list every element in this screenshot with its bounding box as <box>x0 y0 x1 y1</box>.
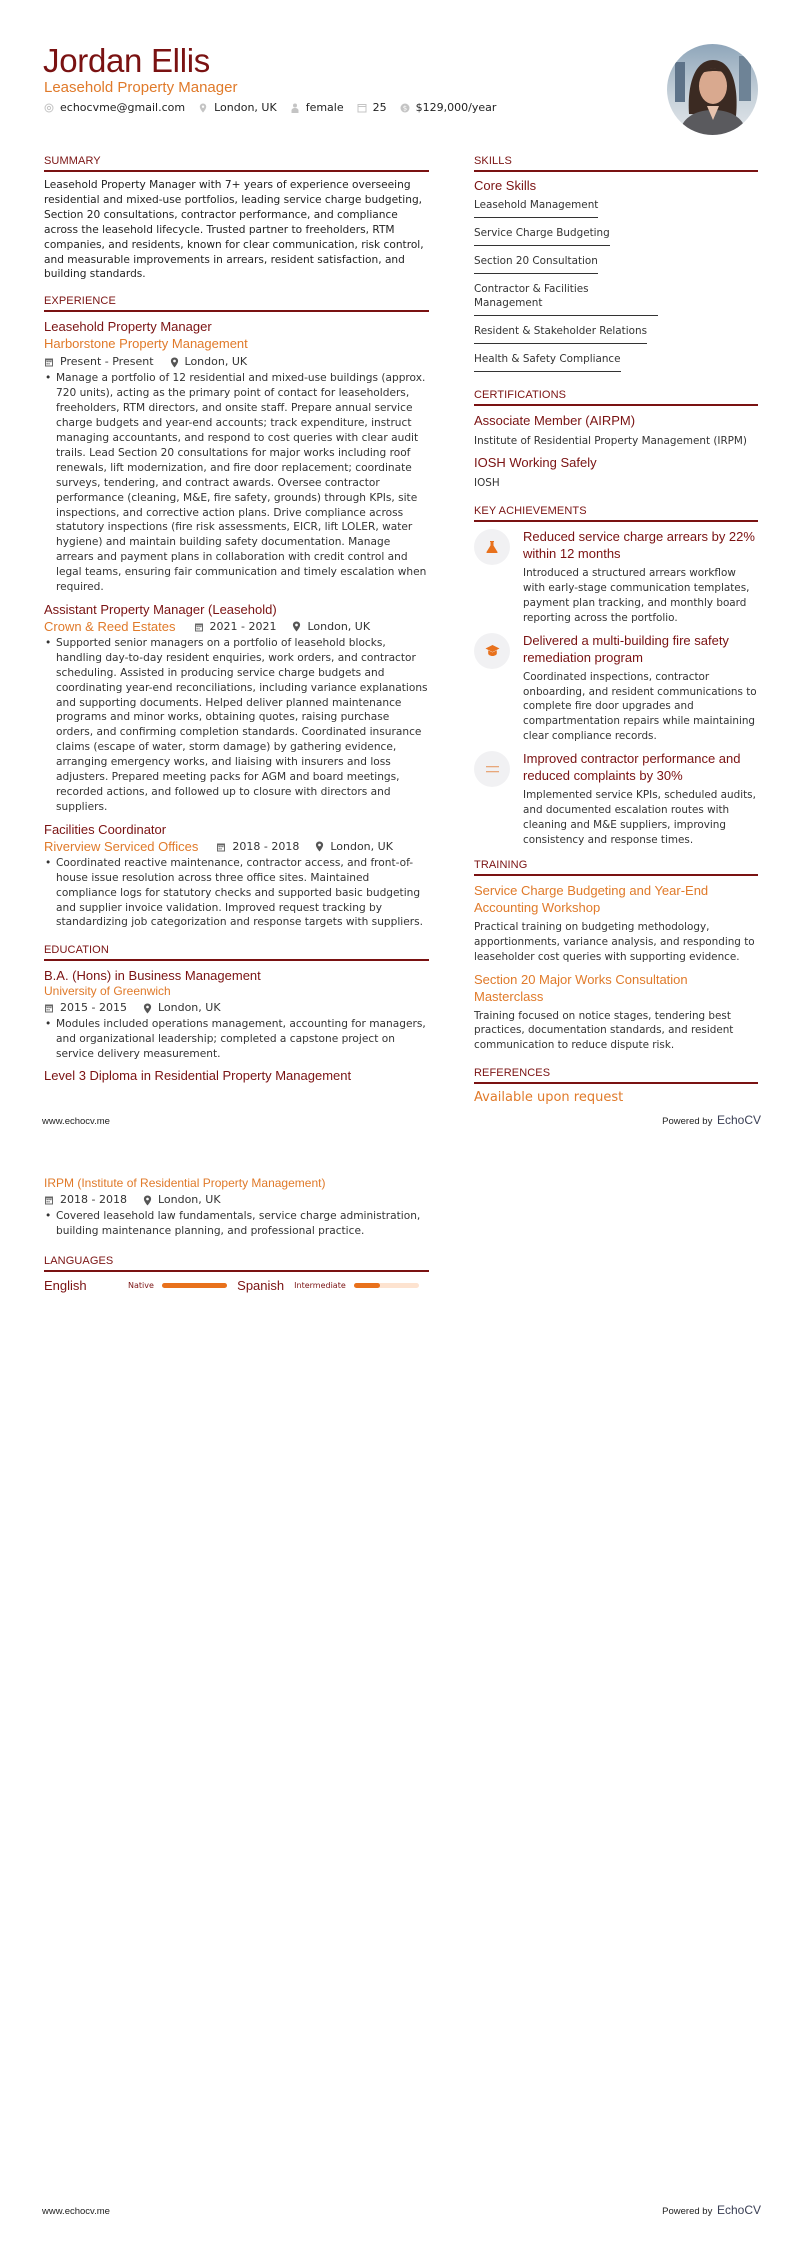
school-name: University of Greenwich <box>44 984 171 999</box>
person-icon <box>290 103 300 113</box>
job-bullets <box>44 856 429 931</box>
map-pin-icon <box>292 621 301 632</box>
experience-item <box>44 821 429 931</box>
calendar-icon <box>216 842 226 852</box>
contact-location <box>198 101 277 114</box>
education-item-continued <box>44 1176 429 1239</box>
skill-tag: Resident & Stakeholder Relations <box>474 322 647 344</box>
at-icon <box>44 103 54 113</box>
achievements-title: KEY ACHIEVEMENTS <box>474 505 758 522</box>
experience-title: EXPERIENCE <box>44 295 429 312</box>
training-item <box>474 882 758 965</box>
job-bullet: • Manage a portfolio of 12 residential and mixed-use buildings (approx. 720 units), acting as the primary point of contact for leaseholders, freeholders, RTM directors, and onsite staff. Prepare annual service charge budgets and year-end accounts; track expenditure, instruct managing accountants, and respond to cost queries with clear audit trails. Lead Section 20 consultations for major works including roof renewals, lift modernization, and fire door replacement; coordinate surveys, tendering, and contract awards. Oversee contractor performance (cleaning, M&E, fire safety, grounds) through KPIs, site inspections, and corrective action plans. Drive compliance across statutory inspections (fire risk assessments, EICR, lift LOLER, water hygiene) and maintain building safety documentation. Manage arrears and payment plans in collaboration with credit control and legal teams, ensuring fair communication and timely escalation when required. <box>44 371 429 595</box>
skill-tag: Service Charge Budgeting <box>474 224 610 246</box>
language-proficiency-bar <box>162 1283 227 1288</box>
resume-page-2 <box>0 1134 794 2246</box>
job-bullet: • Coordinated reactive maintenance, contractor access, and front-of-house issue resolution across three office sites. Maintained compliance logs for statutory checks and supported basic budgeting and supplier invoice validation. Improved request tracking by standardizing job categorization and response targets with suppliers. <box>44 856 429 931</box>
experience-item <box>44 318 429 595</box>
achievement-desc: Introduced a structured arrears workflow with early-stage communication templates, payment plan tracking, and monthly board reporting across the portfolio. <box>523 567 750 624</box>
footer-site-link[interactable]: www.echocv.me <box>42 2206 110 2217</box>
candidate-role: Leasehold Property Manager <box>44 79 238 96</box>
calendar-icon <box>44 1003 54 1013</box>
education-item <box>44 967 429 1062</box>
training-desc: Training focused on notice stages, tendering best practices, documentation standards, and resident communication to reduce dispute risk. <box>474 1009 734 1052</box>
language-proficiency-fill <box>354 1283 380 1288</box>
footer-site-link[interactable]: www.echocv.me <box>42 1116 110 1127</box>
education-location: London, UK <box>157 1001 221 1015</box>
certifications-title: CERTIFICATIONS <box>474 389 758 406</box>
skills-title: SKILLS <box>474 155 758 172</box>
contact-bar <box>44 101 509 114</box>
job-dates: Present - Present <box>60 355 154 369</box>
map-pin-icon <box>143 1003 152 1014</box>
language-level: Intermediate <box>294 1280 346 1290</box>
job-location: London, UK <box>330 839 393 853</box>
job-title: Assistant Property Manager (Leasehold) <box>44 601 277 617</box>
job-meta <box>44 353 429 371</box>
achievement-title: Delivered a multi-building fire safety remediation program <box>523 632 729 665</box>
degree-name: B.A. (Hons) in Business Management <box>44 968 261 984</box>
job-bullet: • Supported senior managers on a portfolio of leasehold blocks, handling day-to-day resident enquiries, work orders, and contractor scheduling. Assisted in producing service charge budgets and coordinating year-end reconciliations, including variance explanations and supporting documents. Helped deliver planned maintenance programs and minor works, obtaining quotes, raising purchase orders, and confirming completion standards. Coordinated insurance claims (escape of water, storm damage) by gathering evidence, arranging emergency works, and liaising with insurers and loss adjusters. Prepared meeting packs for AGM and board meetings, recorded actions, and followed up to closure with directors and suppliers. <box>44 636 429 815</box>
calendar-icon <box>194 622 204 632</box>
summary-section <box>44 155 429 282</box>
language-name: English <box>44 1277 87 1293</box>
skills-list <box>474 196 758 378</box>
education-section <box>44 944 429 1084</box>
company-name: Crown & Reed Estates <box>44 618 176 634</box>
achievement-title: Reduced service charge arrears by 22% within 12 months <box>523 529 755 561</box>
degree-name: Level 3 Diploma in Residential Property Management <box>44 1068 352 1084</box>
email-text: echocvme@gmail.com <box>60 101 186 114</box>
left-column-continued <box>44 1176 429 1293</box>
achievement-icon-badge <box>474 633 510 669</box>
skill-tag: Leasehold Management <box>474 196 598 218</box>
education-item <box>44 1067 429 1084</box>
achievement-desc: Implemented service KPIs, scheduled audits, and documented escalation routes with cleaning and M&E suppliers, improving consistency and response times. <box>523 789 756 846</box>
contact-age <box>357 101 387 114</box>
achievement-item <box>474 750 758 848</box>
svg-text:$: $ <box>402 104 407 112</box>
job-meta <box>216 838 409 856</box>
education-location: London, UK <box>157 1193 221 1206</box>
certification-issuer: IOSH <box>474 477 500 489</box>
languages-section <box>44 1255 429 1293</box>
job-bullets <box>44 371 429 595</box>
job-bullets <box>44 636 429 815</box>
calendar-icon <box>44 357 54 367</box>
map-pin-icon <box>315 841 324 852</box>
calendar-icon <box>44 1195 54 1205</box>
skills-group-title: Core Skills <box>474 178 537 193</box>
skills-section <box>474 155 758 378</box>
job-dates: 2021 - 2021 <box>209 619 277 633</box>
map-pin-icon <box>198 103 208 113</box>
experience-section <box>44 295 429 930</box>
job-meta <box>194 618 387 636</box>
training-item <box>474 971 758 1054</box>
education-bullet: • Modules included operations management, accounting for managers, and organizational leadership; completed a capstone project on service delivery measurement. <box>44 1017 429 1062</box>
experience-item <box>44 601 429 815</box>
skill-tag: Section 20 Consultation <box>474 252 598 274</box>
footer-powered-by[interactable] <box>662 2203 761 2217</box>
education-bullet: • Covered leasehold law fundamentals, service charge administration, building maintenance planning, and professional practice. <box>44 1209 429 1239</box>
footer-powered-by[interactable] <box>662 1113 761 1127</box>
graduation-cap-icon <box>485 644 500 657</box>
contact-gender <box>290 101 344 114</box>
certification-issuer: Institute of Residential Property Management (IRPM) <box>474 435 747 447</box>
language-proficiency-fill <box>162 1283 227 1288</box>
salary-text: $129,000/year <box>415 101 497 114</box>
achievement-desc: Coordinated inspections, contractor onboarding, and resident communications to complete fire door upgrades and compartmentation repairs while maintaining clear compliance records. <box>523 670 757 743</box>
right-column <box>474 155 758 1105</box>
achievement-item <box>474 632 758 745</box>
education-bullets <box>44 1017 429 1062</box>
language-name: Spanish <box>237 1277 285 1293</box>
brand-name: EchoCV <box>716 2203 761 2217</box>
achievements-section <box>474 505 758 848</box>
equals-icon <box>486 765 499 774</box>
candidate-name: Jordan Ellis <box>43 42 210 79</box>
achievement-icon-badge <box>474 751 510 787</box>
calendar-icon <box>357 103 367 113</box>
references-section <box>474 1067 758 1105</box>
age-text: 25 <box>372 101 387 114</box>
skill-tag: Contractor & Facilities Management <box>474 280 658 316</box>
achievement-item <box>474 528 758 626</box>
job-location: London, UK <box>307 619 371 633</box>
education-meta <box>44 1191 429 1209</box>
school-name: IRPM (Institute of Residential Property Management) <box>44 1176 326 1190</box>
references-text: Available upon request <box>474 1090 624 1106</box>
contact-salary <box>400 101 497 114</box>
certification-item <box>474 412 758 449</box>
education-dates: 2018 - 2018 <box>60 1193 127 1206</box>
achievement-title: Improved contractor performance and reduced complaints by 30% <box>523 751 741 784</box>
training-section <box>474 859 758 1053</box>
training-name: Section 20 Major Works Consultation Masterclass <box>474 971 688 1004</box>
powered-by-text: Powered by <box>662 1116 713 1127</box>
languages-title: LANGUAGES <box>44 1255 429 1272</box>
achievement-icon-badge <box>474 529 510 565</box>
skill-tag: Health & Safety Compliance <box>474 350 621 372</box>
certification-item <box>474 454 758 491</box>
job-dates: 2018 - 2018 <box>232 839 300 853</box>
summary-title: SUMMARY <box>44 155 429 172</box>
location-text: London, UK <box>214 101 277 114</box>
language-level: Native <box>128 1280 154 1290</box>
languages-list <box>44 1278 429 1293</box>
powered-by-text: Powered by <box>662 2206 713 2217</box>
education-bullets <box>44 1209 429 1239</box>
language-proficiency-bar <box>354 1283 419 1288</box>
company-name: Riverview Serviced Offices <box>44 838 199 854</box>
left-column <box>44 155 429 1084</box>
job-title: Facilities Coordinator <box>44 821 167 837</box>
map-pin-icon <box>170 357 179 368</box>
training-name: Service Charge Budgeting and Year-End Accounting Workshop <box>474 882 709 915</box>
references-title: REFERENCES <box>474 1067 758 1084</box>
job-location: London, UK <box>184 355 248 369</box>
summary-text: Leasehold Property Manager with 7+ years of experience overseeing residential and mixed-use portfolios, leading service charge budgeting, Section 20 consultations, contractor performance, and compliance across the leasehold lifecycle. Trusted partner to freeholders, RTM companies, and residents, known for clear communication, risk control, and measurable improvements in arrears, resident satisfaction, and building standards. <box>44 179 424 281</box>
company-name: Harborstone Property Management <box>44 336 248 352</box>
flask-icon <box>485 540 499 554</box>
certification-name: IOSH Working Safely <box>474 455 597 470</box>
certifications-section <box>474 389 758 491</box>
avatar-photo <box>667 44 758 135</box>
brand-name: EchoCV <box>716 1113 761 1127</box>
avatar <box>667 44 758 135</box>
contact-email[interactable] <box>44 101 185 114</box>
education-meta <box>44 999 429 1017</box>
gender-text: female <box>305 101 344 114</box>
training-desc: Practical training on budgeting methodology, apportionments, variance analysis, and responding to leaseholder cost queries with supporting evidence. <box>474 920 755 963</box>
map-pin-icon <box>143 1195 152 1206</box>
education-dates: 2015 - 2015 <box>60 1001 127 1015</box>
money-icon <box>400 103 410 113</box>
training-title: TRAINING <box>474 859 758 876</box>
job-title: Leasehold Property Manager <box>44 319 212 335</box>
education-title: EDUCATION <box>44 944 429 961</box>
certification-name: Associate Member (AIRPM) <box>474 413 636 428</box>
